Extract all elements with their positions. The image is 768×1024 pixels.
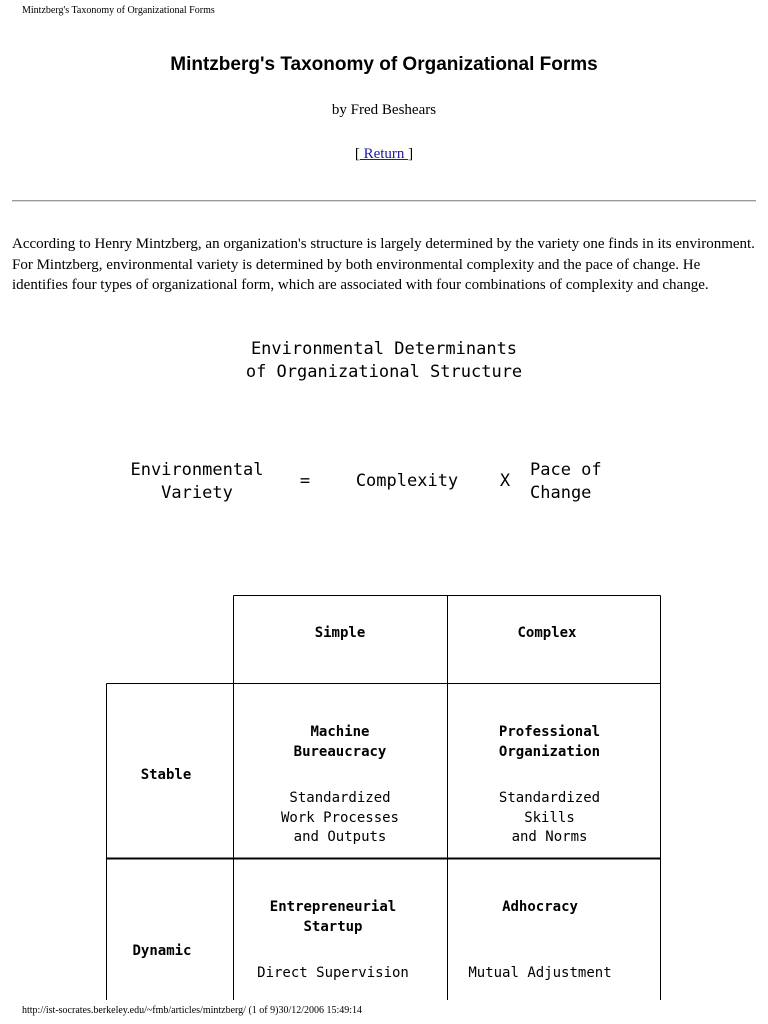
figure-title [0, 338, 768, 384]
equation-right-line-2: Change [530, 483, 592, 503]
page-title: Mintzberg's Taxonomy of Organizational Forms [170, 54, 598, 75]
equation-left-line-2: Variety [161, 483, 233, 503]
cell-title-line: Organization [498, 743, 601, 760]
cell-machine-bureaucracy [233, 723, 447, 848]
cell-desc-line: Mutual Adjustment [468, 965, 612, 981]
equation-left-line-1: Environmental [130, 460, 264, 480]
cell-entrepreneurial-startup [233, 898, 433, 984]
return-bracket-open: [ [354, 146, 360, 162]
cell-adhocracy [447, 898, 633, 984]
cell-desc-line: Skills [524, 809, 575, 826]
return-link[interactable]: Return [359, 146, 409, 162]
cell-desc-line: Direct Supervision [257, 965, 409, 981]
cell-title-line: Machine [310, 724, 370, 740]
figure-title-line-1: Environmental Determinants [250, 339, 518, 359]
author-byline: by Fred Beshears [331, 102, 437, 118]
equation-environmental-variety [112, 459, 282, 505]
cell-desc-line: and Outputs [293, 829, 387, 845]
row-header-dynamic: Dynamic [132, 943, 192, 959]
equation-pace-of-change [530, 459, 625, 505]
intro-paragraph: According to Henry Mintzberg, an organization's structure is largely determined by the variety one finds in its environment. For Mintzberg, environmental variety is determined by both environmental complexity and the pace of change. He identifies four types of organizational form, which are associated with four combinations of complexity and change. [12, 236, 755, 293]
page-footer-url: http://ist-socrates.berkeley.edu/~fmb/articles/mintzberg/ (1 of 9)30/12/2006 15:49:14 [22, 1005, 363, 1016]
equation-times-sign: X [499, 471, 511, 491]
cell-title-line: Entrepreneurial [269, 899, 397, 915]
cell-desc-line: Standardized [498, 790, 601, 806]
cell-desc-line: Work Processes [280, 809, 399, 826]
cell-title-line: Adhocracy [502, 899, 578, 915]
column-header-complex: Complex [517, 625, 577, 641]
cell-professional-organization [447, 723, 652, 848]
equation-complexity: Complexity [355, 471, 459, 491]
cell-title-line: Professional [498, 724, 601, 740]
cell-desc-line: and Norms [511, 829, 588, 845]
running-header: Mintzberg's Taxonomy of Organizational Forms [22, 5, 215, 16]
cell-title-line: Bureaucracy [293, 743, 387, 760]
row-header-stable: Stable [140, 767, 192, 783]
cell-desc-line: Standardized [289, 790, 391, 806]
equation-equals-sign: = [299, 471, 311, 491]
equation-right-line-1: Pace of [530, 460, 602, 480]
return-link-wrapper [0, 146, 768, 163]
horizontal-rule [12, 200, 756, 202]
return-bracket-close: ] [408, 146, 414, 162]
cell-title-line: Startup [303, 918, 363, 935]
figure-title-line-2: of Organizational Structure [245, 362, 523, 382]
column-header-simple: Simple [314, 625, 366, 641]
